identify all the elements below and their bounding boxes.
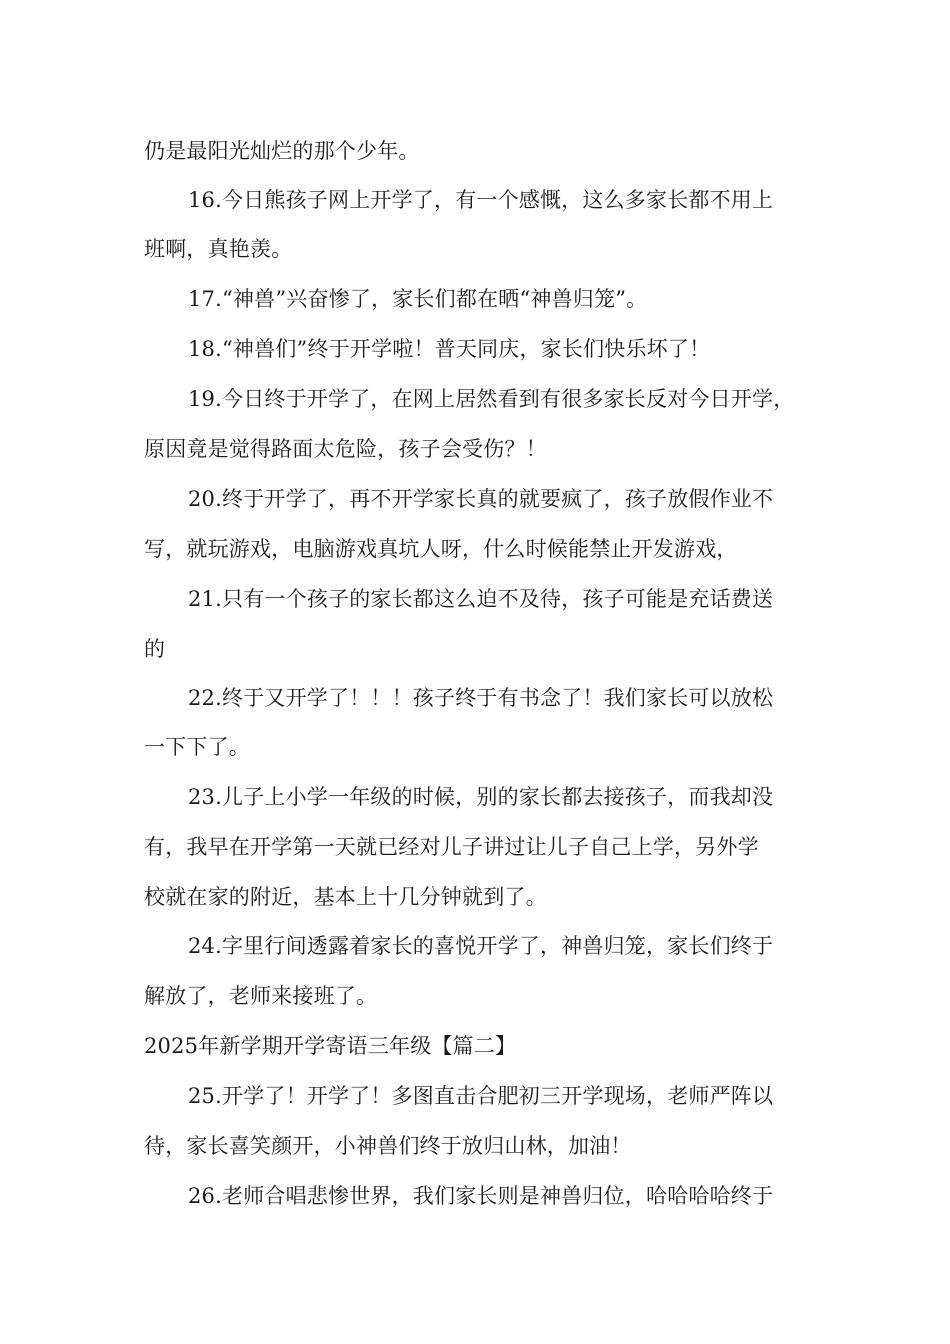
text-line: 写，就玩游戏，电脑游戏真坑人呀，什么时候能禁止开发游戏， bbox=[144, 537, 738, 561]
text-line: 校就在家的附近，基本上十几分钟就到了。 bbox=[144, 885, 547, 909]
text-line: 22.终于又开学了！！！孩子终于有书念了！我们家长可以放松 bbox=[188, 686, 774, 710]
text-line: 25.开学了！开学了！多图直击合肥初三开学现场，老师严阵以 bbox=[188, 1084, 774, 1108]
text-line: 26.老师合唱悲惨世界，我们家长则是神兽归位，哈哈哈哈终于 bbox=[188, 1184, 774, 1208]
text-line: 一下下了。 bbox=[144, 735, 250, 759]
section-heading: 2025年新学期开学寄语三年级【篇二】 bbox=[144, 1034, 517, 1058]
text-line: 24.字里行间透露着家长的喜悦开学了，神兽归笼，家长们终于 bbox=[188, 934, 774, 958]
text-line: 16.今日熊孩子网上开学了，有一个感慨，这么多家长都不用上 bbox=[188, 188, 774, 212]
text-line: 20.终于开学了，再不开学家长真的就要疯了，孩子放假作业不 bbox=[188, 487, 774, 511]
text-line: 待，家长喜笑颜开，小神兽们终于放归山林，加油！ bbox=[144, 1134, 632, 1158]
text-line: 原因竟是觉得路面太危险，孩子会受伤？！ bbox=[144, 437, 547, 461]
text-line: 21.只有一个孩子的家长都这么迫不及待，孩子可能是充话费送 bbox=[188, 587, 774, 611]
text-line: 23.儿子上小学一年级的时候，别的家长都去接孩子，而我却没 bbox=[188, 785, 774, 809]
text-line: 有，我早在开学第一天就已经对儿子讲过让儿子自己上学，另外学 bbox=[144, 835, 759, 859]
text-line: 班啊，真艳羡。 bbox=[144, 237, 293, 261]
text-line: 仍是最阳光灿烂的那个少年。 bbox=[144, 139, 420, 163]
text-line: 17.“神兽”兴奋惨了，家长们都在晒“神兽归笼”。 bbox=[188, 287, 648, 311]
text-line: 18.“神兽们”终于开学啦！普天同庆，家长们快乐坏了！ bbox=[188, 337, 711, 361]
text-line: 的 bbox=[144, 637, 166, 661]
text-line: 19.今日终于开学了，在网上居然看到有很多家长反对今日开学， bbox=[188, 387, 795, 411]
text-line: 解放了，老师来接班了。 bbox=[144, 984, 378, 1008]
